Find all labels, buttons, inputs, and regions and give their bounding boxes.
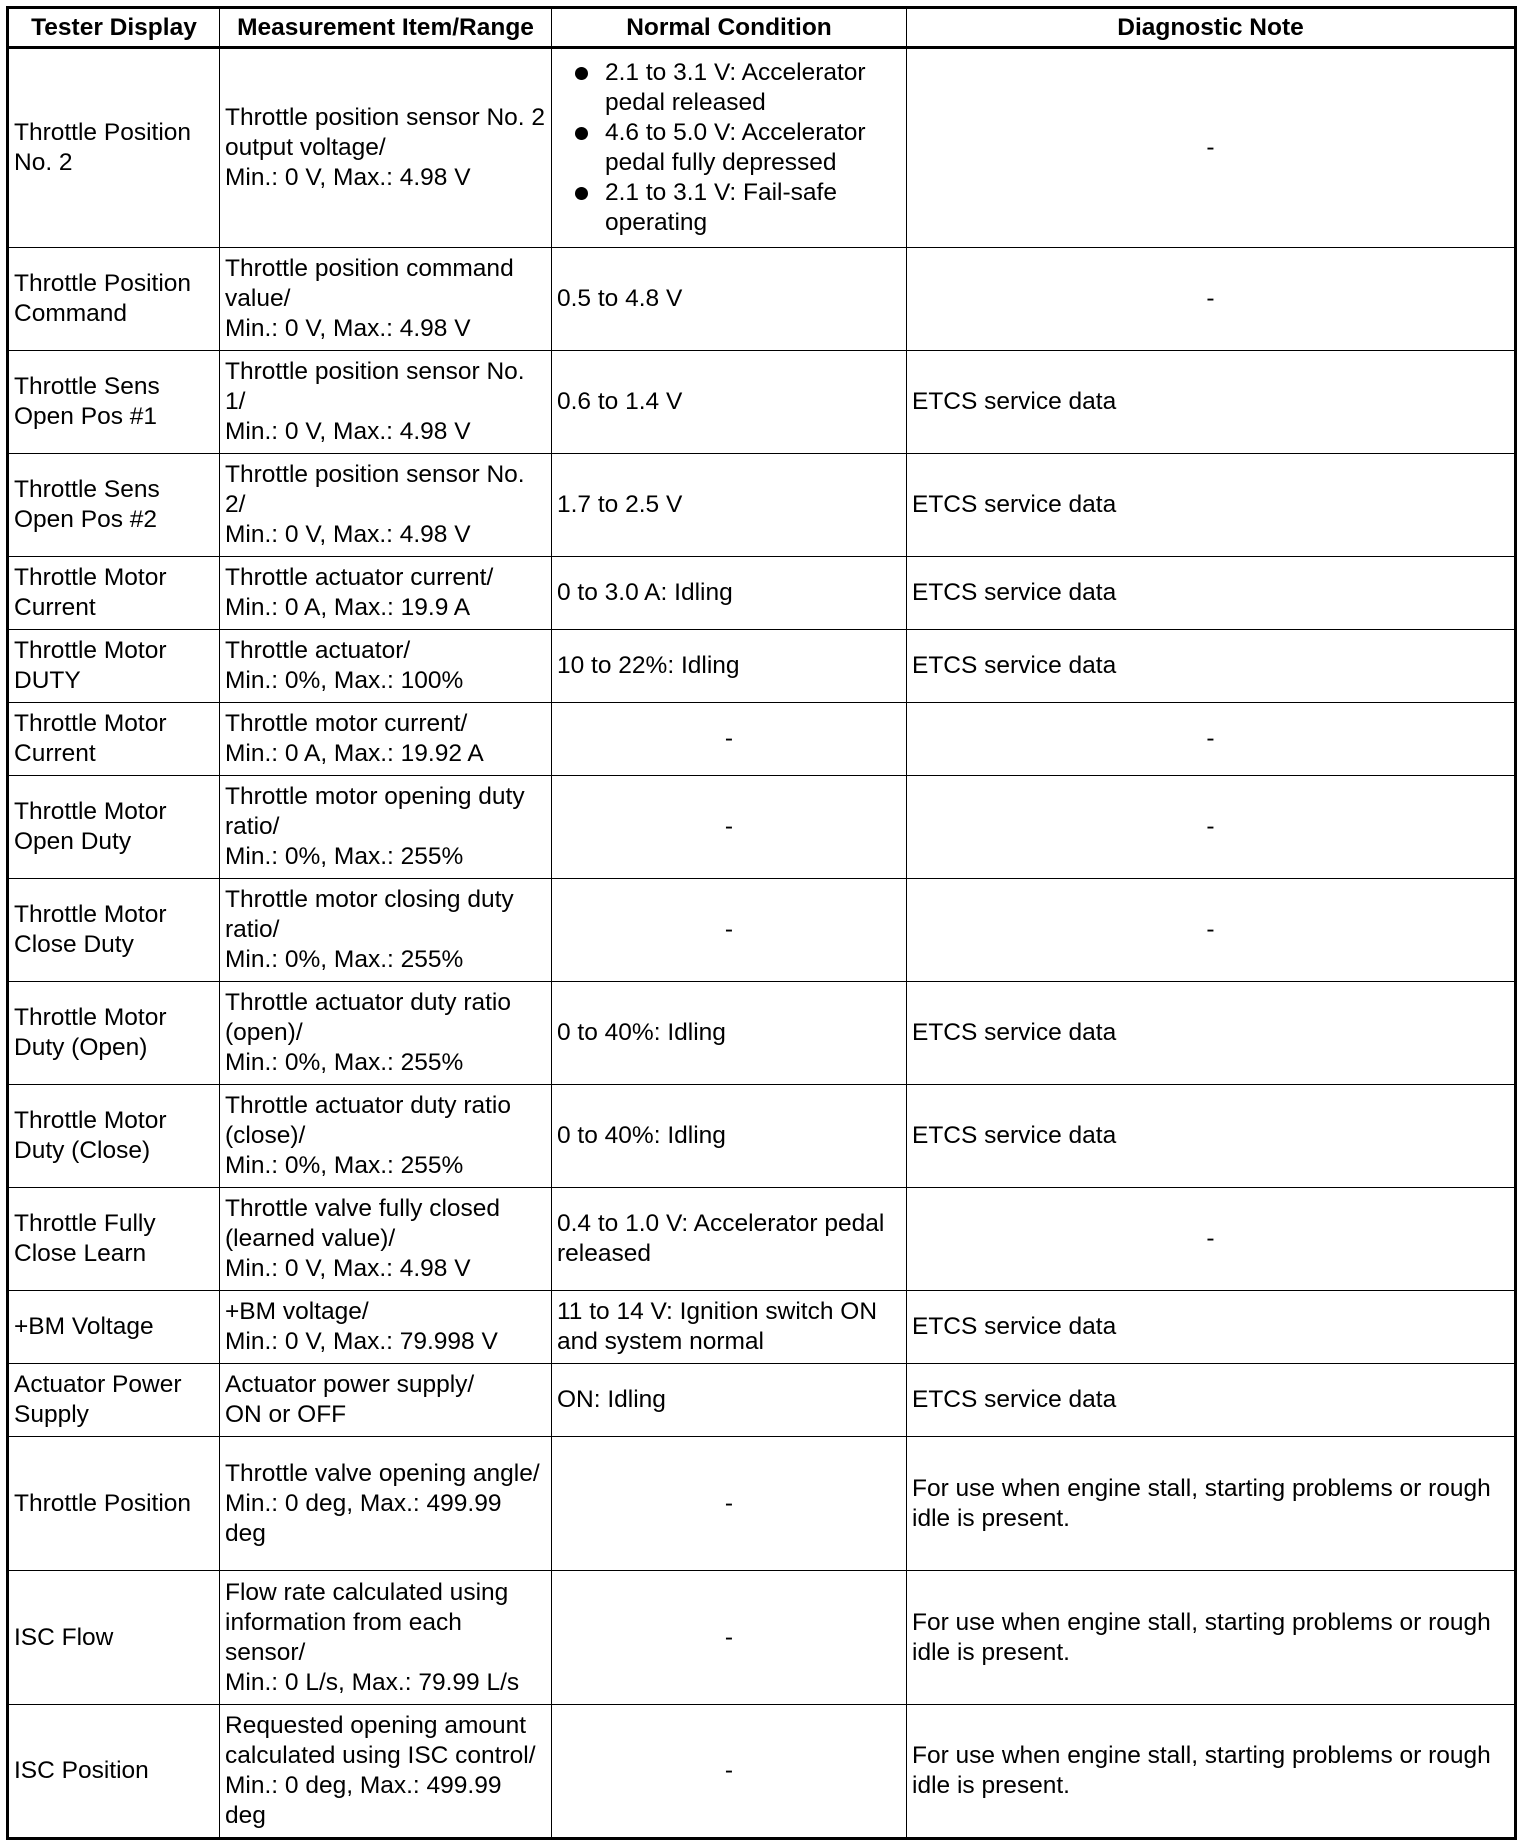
condition-list-item: [557, 58, 901, 118]
diagnostic-note-cell: For use when engine stall, starting problems or rough idle is present.: [907, 1437, 1516, 1571]
diagnostic-note-cell: -: [907, 703, 1516, 776]
measurement-item: Throttle position sensor No. 2/: [225, 461, 525, 518]
condition-cell: 0 to 40%: Idling: [552, 1085, 907, 1188]
condition-cell: 0 to 3.0 A: Idling: [552, 557, 907, 630]
measurement-item: Throttle valve opening angle/: [225, 1459, 540, 1487]
measurement-cell: [220, 1437, 552, 1571]
measurement-cell: [220, 1188, 552, 1291]
table-row: [8, 557, 1516, 630]
diagnostic-note-cell: For use when engine stall, starting problems or rough idle is present.: [907, 1571, 1516, 1705]
diagnostic-note-cell: -: [907, 48, 1516, 248]
tester-display-cell: Throttle Fully Close Learn: [8, 1188, 220, 1291]
measurement-cell: [220, 1364, 552, 1437]
tester-display-cell: Throttle Motor Open Duty: [8, 776, 220, 879]
condition-cell: -: [552, 703, 907, 776]
measurement-range: Min.: 0%, Max.: 255%: [225, 1152, 464, 1179]
measurement-range: Min.: 0 V, Max.: 4.98 V: [225, 315, 471, 342]
table-row: [8, 1364, 1516, 1437]
measurement-item: Throttle actuator duty ratio (open)/: [225, 989, 511, 1046]
tester-display-cell: Throttle Position Command: [8, 248, 220, 351]
table-row: [8, 630, 1516, 703]
measurement-item: Throttle motor closing duty ratio/: [225, 886, 514, 943]
measurement-range: Min.: 0 A, Max.: 19.92 A: [225, 740, 484, 767]
diagnostic-note-cell: ETCS service data: [907, 351, 1516, 454]
tester-display-cell: Throttle Motor Current: [8, 557, 220, 630]
condition-cell: -: [552, 1437, 907, 1571]
table-row: [8, 48, 1516, 248]
measurement-cell: [220, 1705, 552, 1839]
data-list-table: [6, 6, 1517, 1840]
measurement-range: Min.: 0 V, Max.: 79.998 V: [225, 1328, 498, 1355]
diagnostic-note-cell: -: [907, 1188, 1516, 1291]
table-row: [8, 703, 1516, 776]
table-row: [8, 1291, 1516, 1364]
tester-display-cell: +BM Voltage: [8, 1291, 220, 1364]
header-diagnostic-note: Diagnostic Note: [907, 8, 1516, 48]
measurement-range: Min.: 0 deg, Max.: 499.99 deg: [225, 1489, 502, 1547]
measurement-range: Min.: 0%, Max.: 255%: [225, 1049, 464, 1076]
table-row: [8, 1188, 1516, 1291]
condition-cell: 10 to 22%: Idling: [552, 630, 907, 703]
measurement-range: Min.: 0 V, Max.: 4.98 V: [225, 164, 471, 191]
bullet-icon: [575, 127, 588, 140]
measurement-item: Throttle position command value/: [225, 255, 514, 312]
diagnostic-note-cell: -: [907, 248, 1516, 351]
tester-display-cell: Throttle Motor Current: [8, 703, 220, 776]
condition-cell: 0.4 to 1.0 V: Accelerator pedal released: [552, 1188, 907, 1291]
measurement-cell: [220, 454, 552, 557]
measurement-range: Min.: 0 L/s, Max.: 79.99 L/s: [225, 1668, 520, 1696]
condition-list-item: [557, 178, 901, 238]
measurement-item: Actuator power supply/: [225, 1371, 475, 1398]
condition-cell: -: [552, 1571, 907, 1705]
tester-display-cell: Throttle Motor Close Duty: [8, 879, 220, 982]
measurement-item: Throttle actuator/: [225, 637, 411, 664]
measurement-item: Throttle position sensor No. 1/: [225, 358, 525, 415]
tester-display-cell: Throttle Motor DUTY: [8, 630, 220, 703]
measurement-item: Throttle motor current/: [225, 710, 468, 737]
condition-cell: 1.7 to 2.5 V: [552, 454, 907, 557]
measurement-range: Min.: 0 deg, Max.: 499.99 deg: [225, 1772, 502, 1829]
data-list-sheet: [6, 6, 1514, 1840]
diagnostic-note-cell: ETCS service data: [907, 1364, 1516, 1437]
measurement-item: Throttle valve fully closed (learned value)/: [225, 1195, 501, 1252]
bullet-icon: [575, 187, 588, 200]
table-row: [8, 982, 1516, 1085]
measurement-cell: [220, 248, 552, 351]
diagnostic-note-cell: ETCS service data: [907, 1085, 1516, 1188]
diagnostic-note-cell: ETCS service data: [907, 454, 1516, 557]
measurement-range: Min.: 0 V, Max.: 4.98 V: [225, 418, 471, 445]
measurement-range: Min.: 0%, Max.: 255%: [225, 946, 464, 973]
diagnostic-note-cell: For use when engine stall, starting problems or rough idle is present.: [907, 1705, 1516, 1839]
condition-text: 2.1 to 3.1 V: Accelerator pedal released: [605, 59, 866, 116]
tester-display-cell: Throttle Position: [8, 1437, 220, 1571]
measurement-cell: [220, 982, 552, 1085]
measurement-range: Min.: 0 V, Max.: 4.98 V: [225, 521, 471, 548]
condition-cell: 0.6 to 1.4 V: [552, 351, 907, 454]
table-row: [8, 1085, 1516, 1188]
table-row: [8, 1571, 1516, 1705]
table-row: [8, 454, 1516, 557]
measurement-range: Min.: 0 V, Max.: 4.98 V: [225, 1255, 471, 1282]
tester-display-cell: Throttle Motor Duty (Close): [8, 1085, 220, 1188]
table-row: [8, 1705, 1516, 1839]
measurement-range: Min.: 0%, Max.: 100%: [225, 667, 464, 694]
measurement-cell: [220, 703, 552, 776]
diagnostic-note-cell: ETCS service data: [907, 982, 1516, 1085]
header-normal-condition: Normal Condition: [552, 8, 907, 48]
diagnostic-note-cell: -: [907, 879, 1516, 982]
measurement-item: Requested opening amount calculated using ISC control/: [225, 1712, 536, 1769]
measurement-cell: [220, 557, 552, 630]
condition-cell: -: [552, 776, 907, 879]
table-row: [8, 879, 1516, 982]
condition-text: 2.1 to 3.1 V: Fail-safe operating: [605, 179, 837, 236]
header-measurement-item-range: Measurement Item/Range: [220, 8, 552, 48]
tester-display-cell: Throttle Sens Open Pos #1: [8, 351, 220, 454]
tester-display-cell: ISC Flow: [8, 1571, 220, 1705]
diagnostic-note-cell: -: [907, 776, 1516, 879]
condition-list: [557, 58, 901, 238]
measurement-item: +BM voltage/: [225, 1298, 369, 1325]
measurement-cell: [220, 776, 552, 879]
table-row: [8, 776, 1516, 879]
measurement-item: Throttle position sensor No. 2 output voltage/: [225, 104, 546, 161]
table-row: [8, 248, 1516, 351]
measurement-cell: [220, 1571, 552, 1705]
measurement-range: Min.: 0%, Max.: 255%: [225, 843, 464, 870]
header-tester-display: Tester Display: [8, 8, 220, 48]
measurement-cell: [220, 630, 552, 703]
condition-cell: 0 to 40%: Idling: [552, 982, 907, 1085]
diagnostic-note-cell: ETCS service data: [907, 630, 1516, 703]
condition-cell: 11 to 14 V: Ignition switch ON and system normal: [552, 1291, 907, 1364]
measurement-item: Flow rate calculated using information from each sensor/: [225, 1578, 509, 1666]
diagnostic-note-cell: ETCS service data: [907, 1291, 1516, 1364]
condition-cell: ON: Idling: [552, 1364, 907, 1437]
measurement-cell: [220, 1085, 552, 1188]
measurement-range: ON or OFF: [225, 1401, 347, 1428]
measurement-item: Throttle motor opening duty ratio/: [225, 783, 525, 840]
condition-text: 4.6 to 5.0 V: Accelerator pedal fully depressed: [605, 119, 866, 176]
tester-display-cell: Throttle Motor Duty (Open): [8, 982, 220, 1085]
table-row: [8, 1437, 1516, 1571]
condition-list-item: [557, 118, 901, 178]
measurement-item: Throttle actuator current/: [225, 564, 494, 591]
measurement-cell: [220, 879, 552, 982]
table-row: [8, 351, 1516, 454]
tester-display-cell: Actuator Power Supply: [8, 1364, 220, 1437]
tester-display-cell: Throttle Position No. 2: [8, 48, 220, 248]
header-row: [8, 8, 1516, 48]
measurement-cell: [220, 48, 552, 248]
condition-cell: [552, 48, 907, 248]
bullet-icon: [575, 67, 588, 80]
measurement-item: Throttle actuator duty ratio (close)/: [225, 1092, 511, 1149]
condition-cell: -: [552, 879, 907, 982]
tester-display-cell: Throttle Sens Open Pos #2: [8, 454, 220, 557]
tester-display-cell: ISC Position: [8, 1705, 220, 1839]
measurement-cell: [220, 351, 552, 454]
measurement-range: Min.: 0 A, Max.: 19.9 A: [225, 594, 471, 621]
measurement-cell: [220, 1291, 552, 1364]
condition-cell: 0.5 to 4.8 V: [552, 248, 907, 351]
condition-cell: -: [552, 1705, 907, 1839]
diagnostic-note-cell: ETCS service data: [907, 557, 1516, 630]
